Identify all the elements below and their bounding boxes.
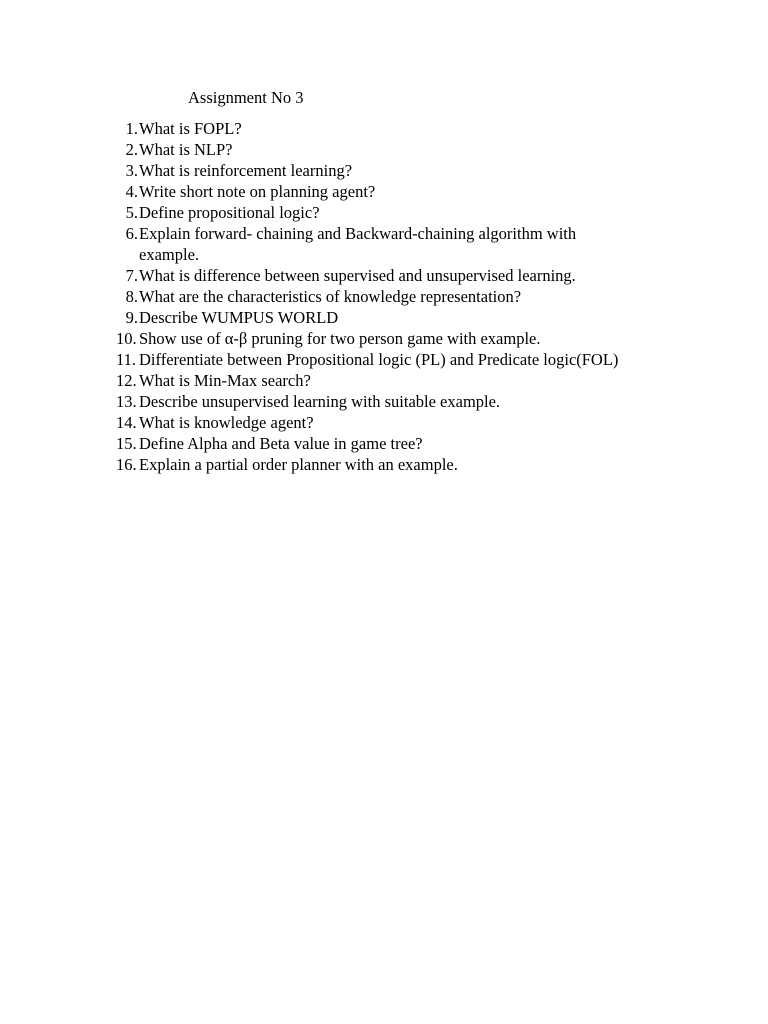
list-item-text: Describe unsupervised learning with suitable example. (139, 392, 501, 411)
list-item-number: 9. (125, 308, 138, 327)
list-item-number: 10. (116, 329, 137, 348)
list-item-text: What is difference between supervised and unsupervised learning. (139, 266, 576, 285)
list-item (110, 223, 710, 265)
list-item (110, 118, 710, 139)
list-item-text: Differentiate between Propositional logic (PL) and Predicate logic(FOL) (139, 350, 619, 369)
list-item (110, 160, 710, 181)
list-item-number: 15. (116, 434, 137, 453)
list-item-text-continuation: example. (139, 245, 200, 264)
list-item-number: 8. (125, 287, 138, 306)
list-item-text: Define Alpha and Beta value in game tree? (139, 434, 423, 453)
list-item-text: Define propositional logic? (139, 203, 320, 222)
list-item (110, 391, 710, 412)
list-item (110, 412, 710, 433)
list-item-number: 14. (116, 413, 137, 432)
list-item-number: 12. (116, 371, 137, 390)
question-list (110, 118, 710, 475)
list-item-number: 2. (125, 140, 138, 159)
list-item (110, 181, 710, 202)
list-item (110, 202, 710, 223)
list-item-text: What is reinforcement learning? (139, 161, 353, 180)
list-item (110, 328, 710, 349)
list-item (110, 307, 710, 328)
list-item (110, 139, 710, 160)
list-item-text: Describe WUMPUS WORLD (139, 308, 339, 327)
list-item-text: Show use of α-β pruning for two person game with example. (139, 329, 541, 348)
list-item-text: What is knowledge agent? (139, 413, 314, 432)
list-item-number: 5. (125, 203, 138, 222)
list-item-number: 16. (116, 455, 137, 474)
list-item-text: Write short note on planning agent? (139, 182, 376, 201)
list-item-text: Explain a partial order planner with an example. (139, 455, 458, 474)
list-item (110, 265, 710, 286)
list-item-number: 11. (116, 350, 137, 369)
list-item-text: What is NLP? (139, 140, 233, 159)
list-item (110, 433, 710, 454)
list-item-text: What is FOPL? (139, 119, 242, 138)
list-item (110, 349, 710, 370)
list-item-text: What are the characteristics of knowledge representation? (139, 287, 522, 306)
list-item (110, 286, 710, 307)
list-item-number: 1. (125, 119, 138, 138)
list-item-text: What is Min-Max search? (139, 371, 311, 390)
list-item-number: 7. (125, 266, 138, 285)
list-item (110, 370, 710, 391)
list-item-number: 3. (125, 161, 138, 180)
list-item-text: Explain forward- chaining and Backward-chaining algorithm with (139, 224, 577, 243)
list-item-number: 4. (125, 182, 138, 201)
page-title: Assignment No 3 (188, 88, 304, 107)
list-item-number: 13. (116, 392, 137, 411)
list-item-number: 6. (125, 224, 138, 243)
list-item (110, 454, 710, 475)
